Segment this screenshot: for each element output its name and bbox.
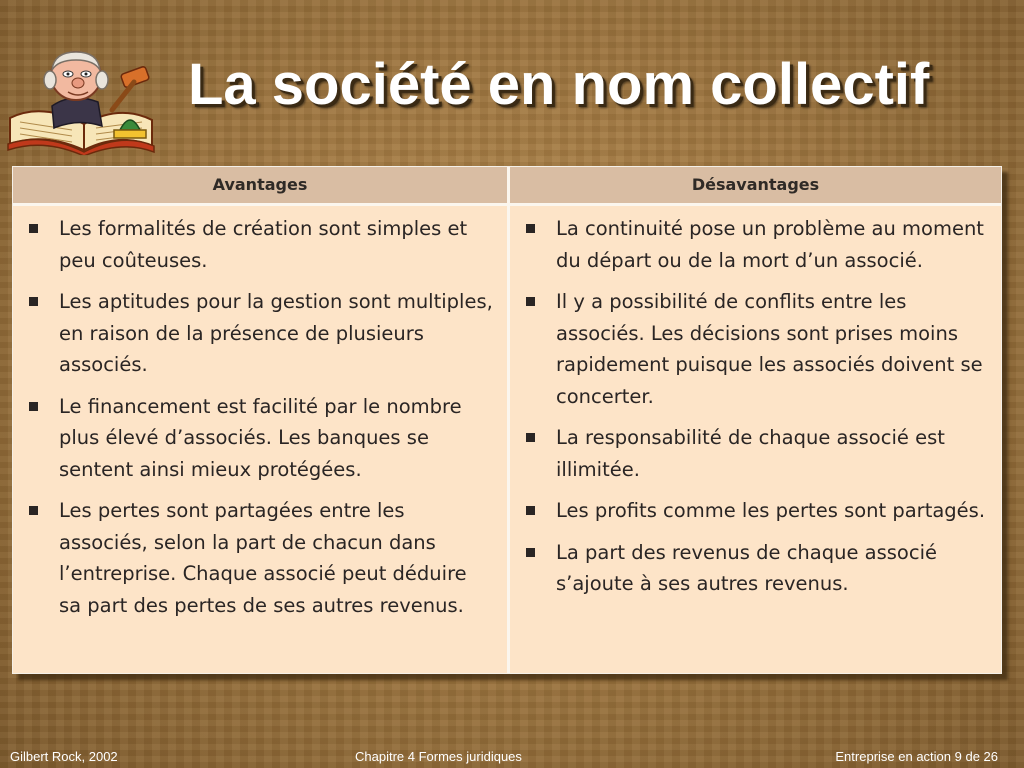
square-bullet-icon: [29, 506, 38, 515]
square-bullet-icon: [526, 224, 535, 233]
slide-title: La société en nom collectif: [188, 52, 930, 117]
disadvantages-list: [510, 206, 1001, 600]
list-item-text: Le financement est facilité par le nombre plus élevé d’associés. Les banques se sentent ainsi mieux protégées.: [59, 394, 462, 481]
judge-with-gavel-and-book-icon: [2, 40, 172, 155]
list-item-text: Les formalités de création sont simples et peu coûteuses.: [59, 217, 468, 272]
advantages-header: Avantages: [13, 167, 507, 206]
list-item: [524, 422, 987, 485]
disadvantages-column: [510, 167, 1001, 673]
list-item: [524, 537, 987, 600]
list-item: [27, 391, 493, 486]
list-item-text: La part des revenus de chaque associé s’ajoute à ses autres revenus.: [556, 540, 938, 595]
square-bullet-icon: [526, 506, 535, 515]
advantages-column: [13, 167, 507, 673]
list-item-text: Les aptitudes pour la gestion sont multiples, en raison de la présence de plusieurs associés.: [59, 290, 493, 376]
footer-author: Gilbert Rock, 2002: [10, 749, 118, 764]
square-bullet-icon: [29, 224, 38, 233]
list-item: [27, 495, 493, 621]
footer-page-number: Entreprise en action 9 de 26: [835, 749, 998, 764]
square-bullet-icon: [526, 548, 535, 557]
list-item: [524, 286, 987, 412]
list-item-text: La continuité pose un problème au moment du départ ou de la mort d’un associé.: [556, 217, 984, 272]
list-item-text: La responsabilité de chaque associé est illimitée.: [556, 426, 945, 481]
square-bullet-icon: [526, 433, 535, 442]
list-item: [524, 213, 987, 276]
square-bullet-icon: [29, 297, 38, 306]
list-item-text: Les profits comme les pertes sont partagés.: [556, 499, 986, 522]
list-item: [27, 213, 493, 276]
list-item: [27, 286, 493, 381]
list-item: [524, 495, 987, 527]
list-item-text: Il y a possibilité de conflits entre les associés. Les décisions sont prises moins rapidement puisque les associés doivent se concerter.: [556, 290, 983, 408]
footer-chapter: Chapitre 4 Formes juridiques: [355, 749, 522, 764]
comparison-table: [12, 166, 1002, 674]
square-bullet-icon: [526, 297, 535, 306]
advantages-list: [13, 206, 507, 621]
list-item-text: Les pertes sont partagées entre les associés, selon la part de chacun dans l’entreprise. Chaque associé peut déduire sa part des pertes de ses autres revenus.: [59, 499, 467, 617]
square-bullet-icon: [29, 402, 38, 411]
disadvantages-header: Désavantages: [510, 167, 1001, 206]
